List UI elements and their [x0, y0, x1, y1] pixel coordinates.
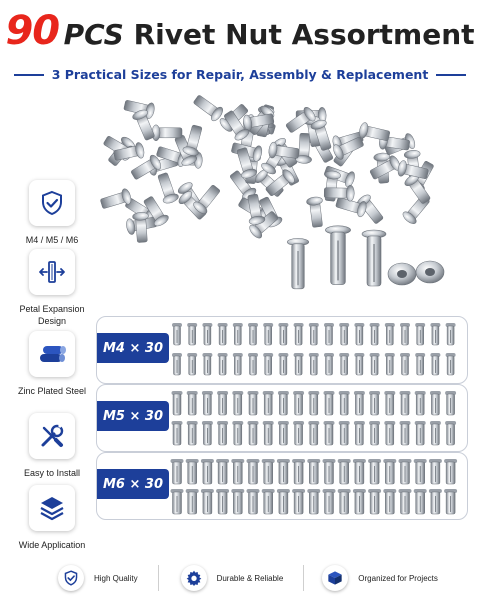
rivet-nut: [171, 459, 184, 484]
rivet-nut: [430, 323, 440, 345]
rivet-nut: [354, 421, 365, 445]
rivet-nut: [172, 353, 182, 375]
rivet-nut: [339, 391, 350, 415]
rivet-nut: [370, 353, 380, 375]
rivet-nut: [338, 459, 351, 484]
rivet-nut: [400, 323, 410, 345]
rivet-nut: [277, 459, 290, 484]
shield-check-icon: [63, 570, 79, 586]
rivet-nut: [218, 353, 228, 375]
rivet-nut: [306, 196, 326, 228]
steel-pipes-icon: [37, 342, 67, 366]
rivet-nut: [202, 353, 212, 375]
rivet-nut: [309, 353, 319, 375]
rivet-nut: [368, 489, 381, 514]
rivet-nut: [323, 489, 336, 514]
rivet-nut: [278, 353, 288, 375]
feature-icon-box: [29, 485, 75, 531]
rivet-nut: [216, 489, 229, 514]
rivet-nut: [429, 459, 442, 484]
rivet-nut: [414, 459, 427, 484]
rivet-nut: [446, 323, 456, 345]
rivet-nut: [233, 353, 243, 375]
rivet-nut: [172, 323, 182, 345]
rivet-nut: [172, 391, 183, 415]
feature-label: Petal Expansion Design: [19, 304, 85, 326]
rivet-nut: [187, 353, 197, 375]
rivet-nut: [278, 391, 289, 415]
feature-wide-application: [12, 485, 92, 551]
rivet-nut: [353, 459, 366, 484]
rivet-nut: [187, 323, 197, 345]
rivet-nut: [400, 421, 411, 445]
rivet-nut: [354, 323, 364, 345]
rivet-nut: [287, 238, 309, 288]
rivet-nut: [217, 391, 228, 415]
rivet-nut: [415, 353, 425, 375]
shield-check-icon: [39, 190, 65, 216]
rivet-nut: [292, 489, 305, 514]
piece-count: 90: [5, 8, 60, 54]
rivet-nut: [307, 489, 320, 514]
rivet-nut: [233, 323, 243, 345]
rivet-nut: [385, 323, 395, 345]
rivet-nut: [309, 323, 319, 345]
rivet-nut: [231, 459, 244, 484]
bottom-label: Durable & Reliable: [216, 573, 284, 583]
rivet-nut: [202, 391, 213, 415]
size-tag: M6 × 30: [97, 469, 169, 499]
rivet-nut: [247, 459, 260, 484]
rivet-nut: [247, 489, 260, 514]
size-tag: M4 × 30: [97, 333, 169, 363]
rivet-nut: [324, 323, 334, 345]
rivet-nut: [324, 353, 334, 375]
rivet-nut: [415, 391, 426, 415]
rivet-nut: [278, 421, 289, 445]
feature-easy-install: [12, 413, 92, 479]
rivet-nut: [429, 489, 442, 514]
rivet-nut: [384, 421, 395, 445]
rivet-nut: [415, 421, 426, 445]
rivet-nut: [430, 391, 441, 415]
feature-icon-box: [29, 249, 75, 295]
bottom-label: Organized for Projects: [358, 573, 438, 583]
rivet-nut: [263, 391, 274, 415]
rivet-nut: [354, 391, 365, 415]
rivet-nut: [263, 323, 273, 345]
feature-icon-box: [29, 180, 75, 226]
rivet-nut: [415, 323, 425, 345]
rivet-nut: [370, 323, 380, 345]
bottom-item-organized: [322, 565, 438, 591]
rivet-nut: [217, 421, 228, 445]
size-panel-m6: [96, 452, 468, 520]
rivet-nut: [232, 391, 243, 415]
layers-icon: [39, 495, 65, 521]
title-text: Rivet Nut Assortment: [133, 18, 475, 51]
rivet-nut: [187, 391, 198, 415]
rivet-nut: [445, 391, 456, 415]
rivet-nut: [248, 353, 258, 375]
rivet-nut: [369, 421, 380, 445]
subtitle-left-rule: [14, 74, 44, 76]
rivet-nut: [324, 421, 335, 445]
rivet-nut: [248, 323, 258, 345]
feature-label: Easy to Install: [23, 468, 81, 478]
rivet-nut: [263, 353, 273, 375]
feature-label: M4 / M5 / M6: [25, 235, 79, 245]
bottom-divider: [303, 565, 304, 591]
gear-icon: [186, 570, 202, 586]
rivet-nut: [248, 391, 259, 415]
feature-icon-box: [29, 331, 75, 377]
rivet-nut: [385, 353, 395, 375]
rivet-nut: [384, 391, 395, 415]
rivet-nut: [353, 489, 366, 514]
rivet-nut: [400, 391, 411, 415]
feature-sizes: [12, 180, 92, 246]
rivet-nut: [430, 421, 441, 445]
rivet-nut: [383, 459, 396, 484]
bottom-icon-circle: [181, 565, 207, 591]
rivet-nut: [354, 353, 364, 375]
rivet-nut: [294, 323, 304, 345]
rivet-nut: [324, 391, 335, 415]
feature-label: Wide Application: [18, 540, 86, 550]
product-title: [0, 8, 480, 54]
rivet-nut: [278, 323, 288, 345]
rivet-nut: [444, 489, 457, 514]
rivet-nut: [325, 226, 350, 285]
rivet-nut: [232, 421, 243, 445]
rivet-nut: [186, 489, 199, 514]
rivet-nut: [202, 323, 212, 345]
rivet-nut: [339, 353, 349, 375]
rivet-nut: [172, 421, 183, 445]
bottom-divider: [158, 565, 159, 591]
rivet-nut: [262, 489, 275, 514]
rivet-nut: [414, 489, 427, 514]
rivet-nut: [444, 459, 457, 484]
rivet-nut: [216, 459, 229, 484]
rivet-nut: [293, 421, 304, 445]
rivet-nut: [383, 489, 396, 514]
rivet-nut: [218, 323, 228, 345]
size-panel-m4: [96, 316, 468, 384]
rivet-nut: [201, 489, 214, 514]
size-panel-m5: [96, 384, 468, 452]
rivet-nut: [339, 323, 349, 345]
rivet-nut: [129, 153, 163, 182]
rivet-nut: [368, 459, 381, 484]
rivet-nut: [293, 391, 304, 415]
rivet-nut: [202, 421, 213, 445]
rivet-nut: [323, 459, 336, 484]
rivet-nut: [294, 353, 304, 375]
rivet-nut: [399, 459, 412, 484]
rivet-nut: [171, 489, 184, 514]
rivet-nut: [191, 92, 225, 123]
bottom-feature-bar: [0, 562, 480, 594]
bottom-icon-circle: [322, 565, 348, 591]
bottom-label: High Quality: [94, 573, 138, 583]
bottom-item-quality: [58, 565, 138, 591]
rivet-nut: [369, 391, 380, 415]
rivet-nut: [339, 421, 350, 445]
rivet-nut-pile-image: [100, 92, 450, 292]
expansion-arrows-icon: [38, 259, 66, 285]
rivet-nut: [400, 353, 410, 375]
rivet-nut: [186, 459, 199, 484]
rivet-nut: [308, 391, 319, 415]
feature-icon-box: [29, 413, 75, 459]
rivet-nut: [277, 489, 290, 514]
rivet-nut: [263, 421, 274, 445]
subtitle-row: [0, 67, 480, 82]
rivet-nut: [338, 489, 351, 514]
rivet-nut: [308, 421, 319, 445]
subtitle: 3 Practical Sizes for Repair, Assembly & Replacement: [51, 67, 429, 82]
rivet-nut: [307, 459, 320, 484]
rivet-nut: [362, 230, 386, 286]
rivet-nut: [155, 171, 180, 205]
wrench-screwdriver-icon: [39, 423, 65, 449]
feature-label: Zinc Plated Steel: [17, 386, 87, 396]
box-icon: [327, 570, 343, 586]
rivet-nut: [231, 489, 244, 514]
pcs-label: PCS: [63, 18, 124, 51]
rivet-nut-head: [388, 263, 416, 285]
rivet-nut: [262, 459, 275, 484]
bottom-item-durable: [181, 565, 284, 591]
feature-zinc-plated: [12, 331, 92, 397]
rivet-nut: [187, 421, 198, 445]
bottom-icon-circle: [58, 565, 84, 591]
rivet-nut: [292, 459, 305, 484]
rivet-nut: [445, 421, 456, 445]
rivet-nut: [248, 421, 259, 445]
rivet-nut: [201, 459, 214, 484]
rivet-nut: [430, 353, 440, 375]
subtitle-right-rule: [436, 74, 466, 76]
rivet-nut: [399, 489, 412, 514]
feature-petal-expansion: [12, 249, 92, 327]
rivet-nut-head: [416, 261, 444, 283]
size-tag: M5 × 30: [97, 401, 169, 431]
rivet-nut: [446, 353, 456, 375]
